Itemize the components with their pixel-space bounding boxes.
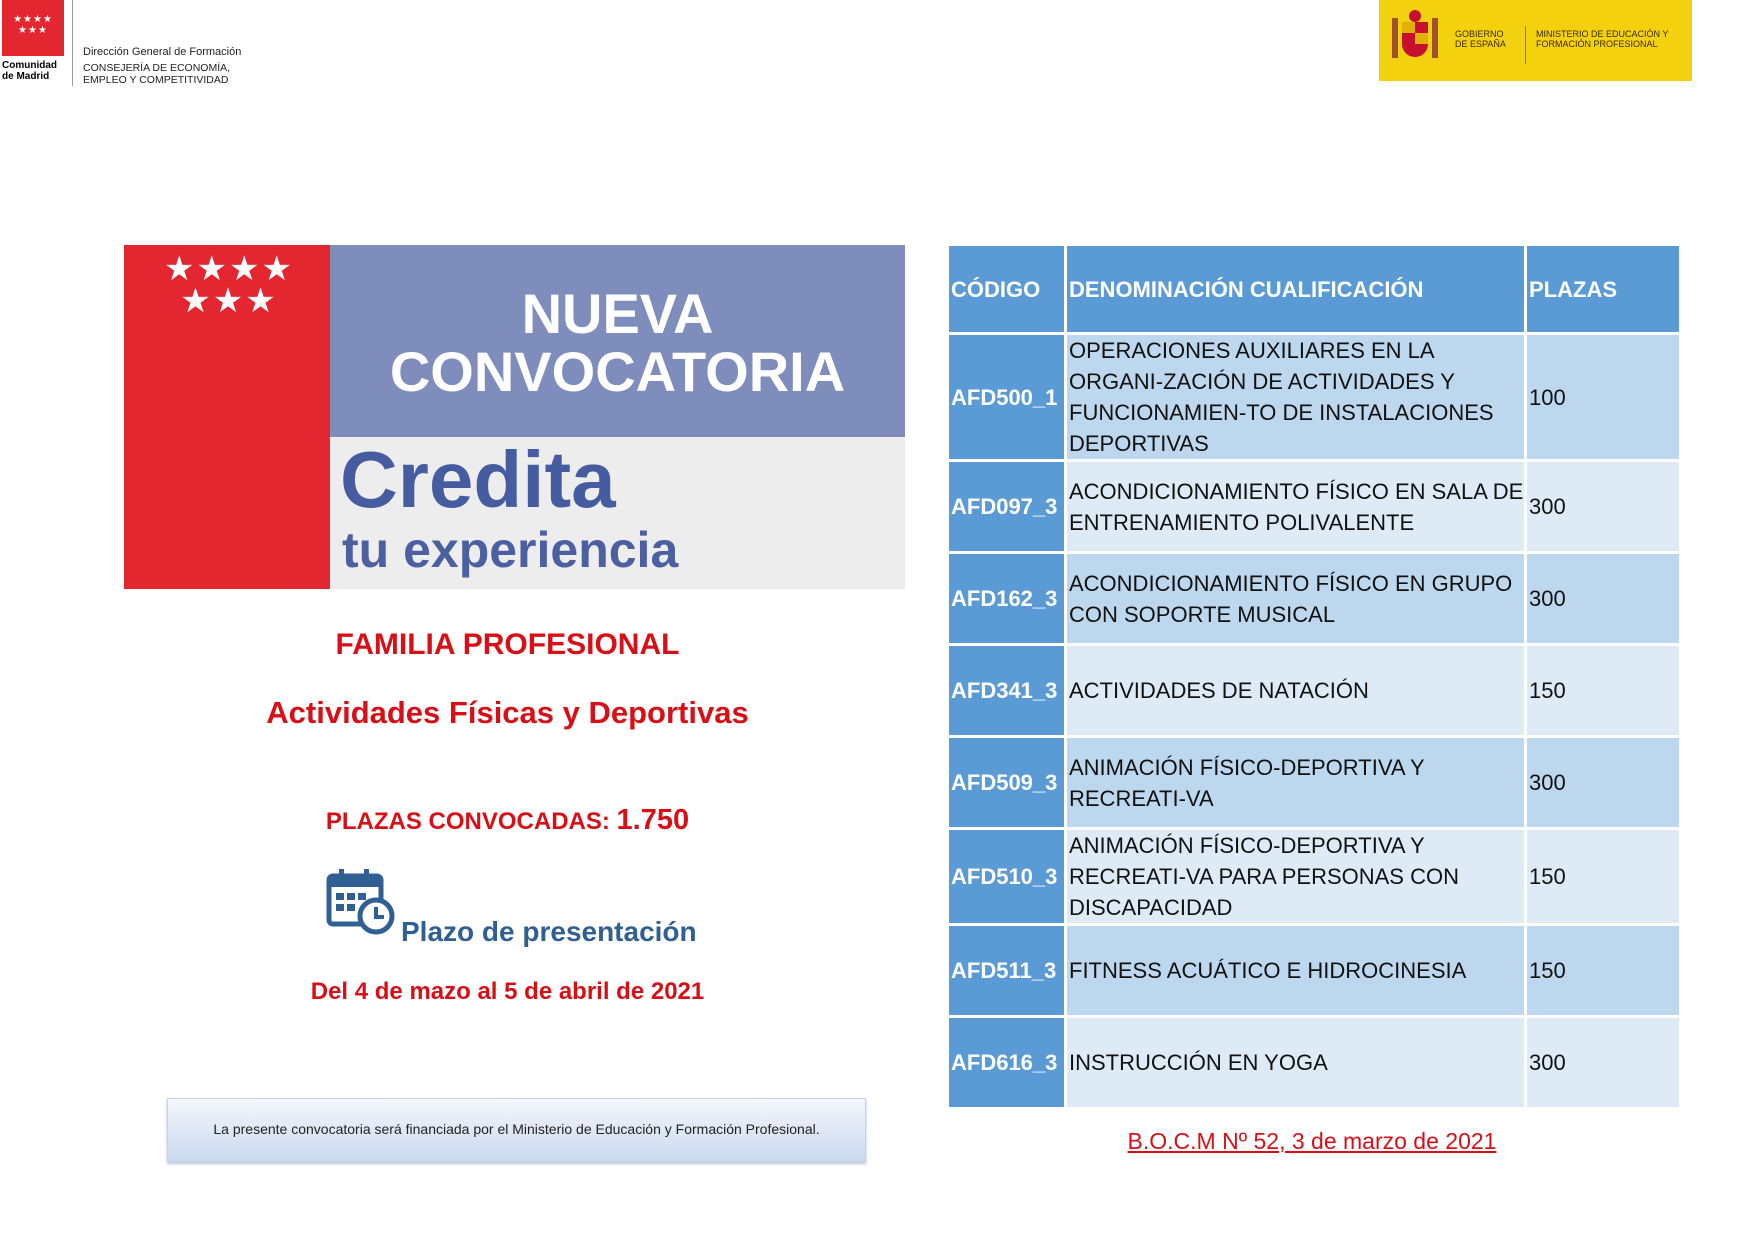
row-code: AFD500_1 (948, 334, 1066, 461)
financiacion-text: La presente convocatoria será financiada por el Ministerio de Educación y Formación Profesional. (213, 1121, 820, 1137)
table-row (948, 925, 1681, 1017)
header-plazas: PLAZAS (1526, 245, 1681, 334)
logo-credita: Credita (340, 435, 616, 524)
plazo-presentacion: Plazo de presentación (401, 916, 697, 947)
header-denominacion: DENOMINACIÓN CUALIFICACIÓN (1066, 245, 1526, 334)
plazas-value: 1.750 (616, 804, 690, 836)
row-plazas: 150 (1526, 645, 1681, 737)
spain-coat-of-arms-icon (1390, 8, 1440, 68)
headline-line2: CONVOCATORIA (389, 340, 846, 403)
familia-label: FAMILIA PROFESIONAL (335, 628, 680, 661)
row-name: FITNESS ACUÁTICO E HIDROCINESIA (1066, 925, 1526, 1017)
row-plazas: 300 (1526, 553, 1681, 645)
logo-a: a (264, 434, 310, 525)
fechas-plazo: Del 4 de mazo al 5 de abril de 2021 (310, 978, 705, 1005)
familia-name: Actividades Físicas y Deportivas (266, 695, 749, 730)
row-name: ACONDICIONAMIENTO FÍSICO EN SALA DE ENTRENAMIENTO POLIVALENTE (1066, 461, 1526, 553)
header-codigo: CÓDIGO (948, 245, 1066, 334)
madrid-stars-icon: ★★★★ ★★★ (13, 14, 53, 36)
table-row (948, 553, 1681, 645)
row-plazas: 300 (1526, 737, 1681, 829)
acredita-banner (124, 245, 905, 589)
calendar-clock-icon (326, 866, 396, 936)
table-row (948, 737, 1681, 829)
table-row (948, 829, 1681, 925)
gobierno-text: GOBIERNO DE ESPAÑA (1455, 29, 1506, 49)
row-code: AFD341_3 (948, 645, 1066, 737)
table-row (948, 645, 1681, 737)
bocm-link[interactable]: B.O.C.M Nº 52, 3 de marzo de 2021 (1127, 1128, 1497, 1154)
headline-line1: NUEVA (521, 282, 714, 345)
row-code: AFD509_3 (948, 737, 1066, 829)
row-plazas: 100 (1526, 334, 1681, 461)
ministerio-text: MINISTERIO DE EDUCACIÓN Y FORMACIÓN PROFESIONAL (1536, 29, 1669, 49)
banner-headline (330, 282, 905, 403)
table-row (948, 1017, 1681, 1109)
gobierno-separator (1525, 26, 1526, 64)
row-plazas: 300 (1526, 1017, 1681, 1109)
plazas-convocadas (124, 804, 891, 837)
table-row (948, 461, 1681, 553)
row-code: AFD616_3 (948, 1017, 1066, 1109)
row-name: INSTRUCCIÓN EN YOGA (1066, 1017, 1526, 1109)
row-code: AFD162_3 (948, 553, 1066, 645)
row-code: AFD511_3 (948, 925, 1066, 1017)
row-code: AFD097_3 (948, 461, 1066, 553)
logo-tagline: tu experiencia (342, 522, 679, 578)
table-header-row (948, 245, 1681, 334)
row-name: ANIMACIÓN FÍSICO-DEPORTIVA Y RECREATI-VA (1066, 737, 1526, 829)
row-name: ACONDICIONAMIENTO FÍSICO EN GRUPO CON SOPORTE MUSICAL (1066, 553, 1526, 645)
financiacion-note (167, 1098, 866, 1162)
banner-stars-icon: ★★★★ ★★★ (164, 250, 294, 320)
row-plazas: 300 (1526, 461, 1681, 553)
header-divider (72, 0, 73, 86)
row-name: ACTIVIDADES DE NATACIÓN (1066, 645, 1526, 737)
region-name: Comunidad de Madrid (2, 60, 57, 82)
consejeria: CONSEJERÍA DE ECONOMÍA, EMPLEO Y COMPETITIVIDAD (83, 62, 231, 86)
cualificaciones-table (946, 243, 1682, 1110)
row-plazas: 150 (1526, 829, 1681, 925)
table-row (948, 334, 1681, 461)
row-name: OPERACIONES AUXILIARES EN LA ORGANI-ZACIÓN DE ACTIVIDADES Y FUNCIONAMIEN-TO DE INSTALACIONES DEPORTIVAS (1066, 334, 1526, 461)
plazas-label: PLAZAS CONVOCADAS: (325, 808, 617, 835)
row-code: AFD510_3 (948, 829, 1066, 925)
row-plazas: 150 (1526, 925, 1681, 1017)
row-name: ANIMACIÓN FÍSICO-DEPORTIVA Y RECREATI-VA PARA PERSONAS CON DISCAPACIDAD (1066, 829, 1526, 925)
direccion-general: Dirección General de Formación (83, 46, 242, 58)
